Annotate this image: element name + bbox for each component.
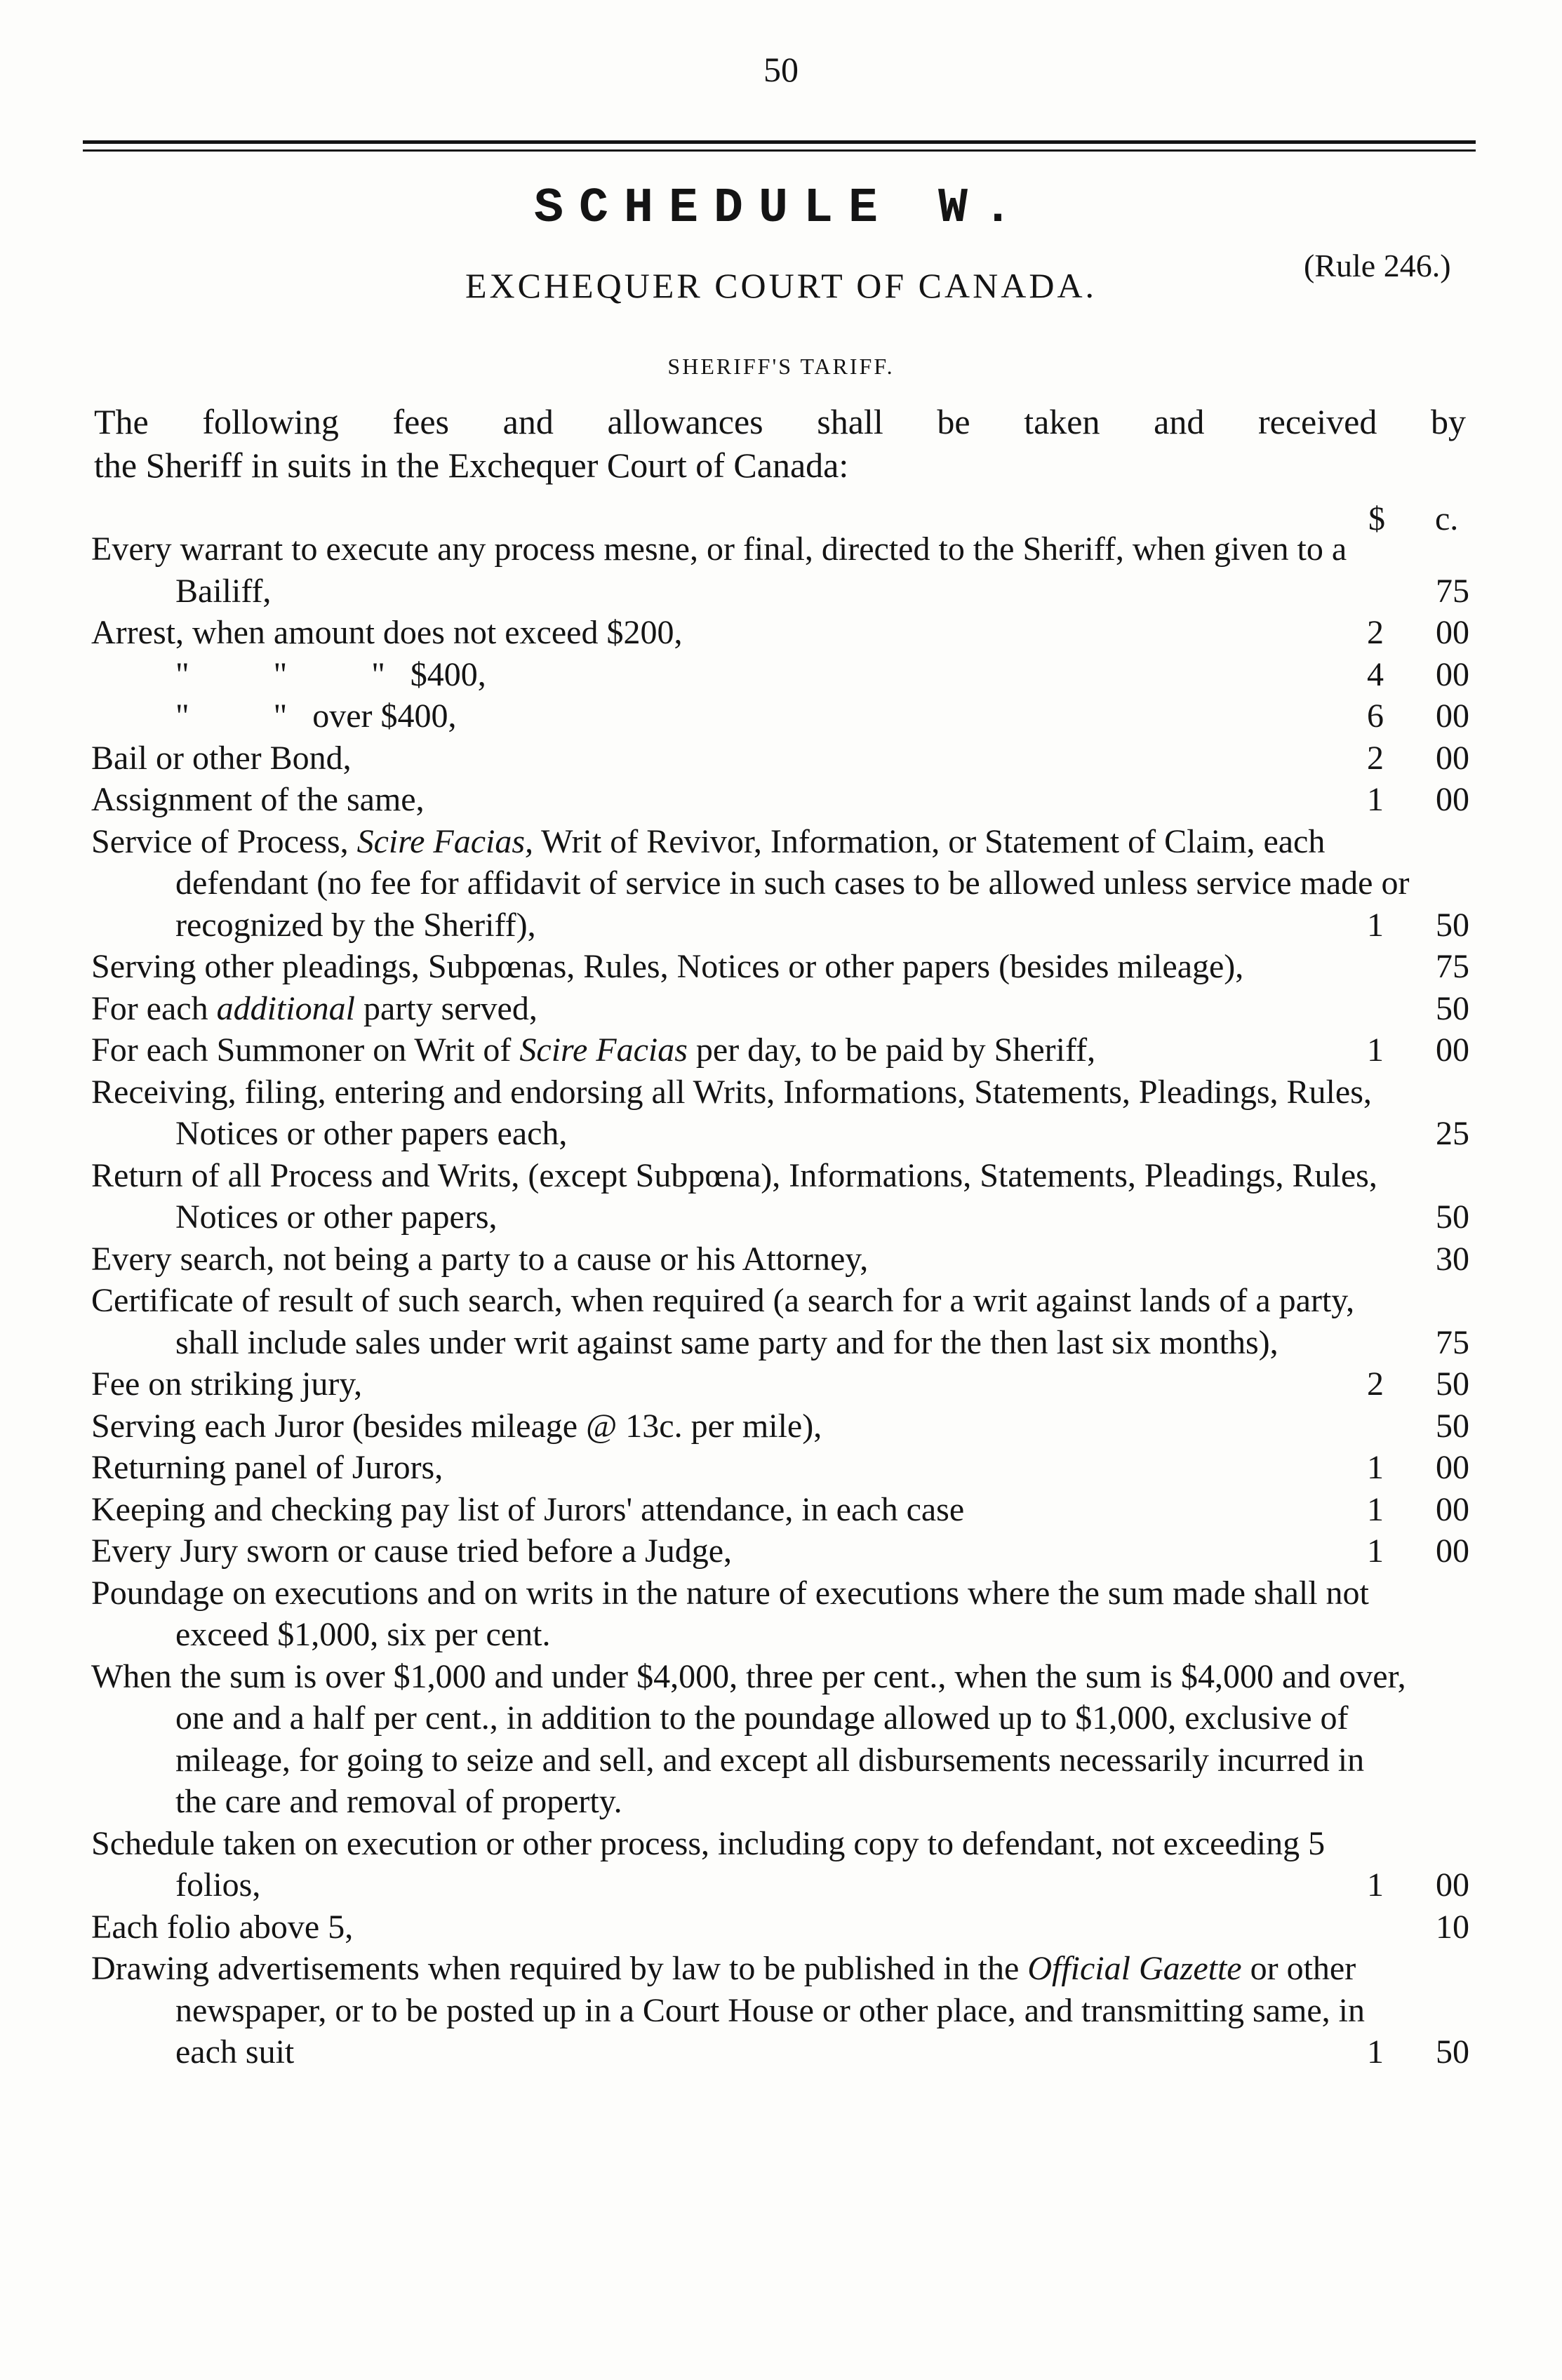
schedule-title: SCHEDULE W. (533, 181, 1029, 236)
entry-cents: 75 (1436, 948, 1469, 985)
entry-text: Schedule taken on execution or other process, including copy to defendant, not exceeding 5 folios, (91, 1824, 1326, 1904)
entry-dollars: 1 (1367, 1449, 1384, 1486)
entry-cents: 50 (1436, 1198, 1469, 1236)
entry-italic: Official Gazette (1027, 1950, 1242, 1987)
entry-text: Serving other pleadings, Subpœnas, Rules, Notices or other papers (besides mileage), (91, 948, 1244, 985)
fee-entry (0, 1823, 1562, 1906)
tariff-heading: SHERIFF'S TARIFF. (667, 354, 895, 379)
entry-cents: 75 (1436, 572, 1469, 610)
entry-text: Each folio above 5, (91, 1908, 354, 1946)
dollars-column-header: $ (1368, 500, 1385, 537)
entry-text: Keeping and checking pay list of Jurors' attendance, in each case (91, 1490, 965, 1528)
entry-dollars: 6 (1367, 697, 1384, 735)
fee-entry (0, 528, 1562, 612)
entry-text: Drawing advertisements when required by law to be published in the (91, 1950, 1028, 1987)
entry-cents: 00 (1436, 739, 1469, 777)
entry-text: Receiving, filing, entering and endorsing all Writs, Informations, Statements, Pleadings, Rules, Notices or other papers each, (91, 1073, 1372, 1152)
entry-text: " " over $400, (175, 697, 457, 735)
entry-italic: Scire Facias (519, 1031, 688, 1069)
fee-entry (0, 1948, 1562, 2073)
entry-text: Bail or other Bond, (91, 739, 352, 777)
fee-entry (0, 1489, 1562, 1531)
entry-cents: 00 (1436, 1031, 1469, 1069)
entry-dollars: 1 (1367, 2033, 1384, 2071)
fee-entry (0, 1447, 1562, 1489)
entry-dollars: 1 (1367, 906, 1384, 944)
entry-cents: 30 (1436, 1240, 1469, 1278)
page-number: 50 (763, 50, 799, 89)
entry-cents: 50 (1436, 1407, 1469, 1445)
entry-text: Service of Process, (91, 822, 357, 860)
fee-entry (0, 1906, 1562, 1948)
entry-text: For each (91, 989, 217, 1027)
entry-cents: 75 (1436, 1323, 1469, 1361)
fee-entry (0, 1572, 1562, 1656)
entry-dollars: 1 (1367, 1866, 1384, 1904)
entry-cents: 00 (1436, 655, 1469, 693)
entry-cents: 50 (1436, 989, 1469, 1027)
entry-italic: additional (216, 989, 355, 1027)
entry-text-cont: Writ of Revivor, Information, or Statement of Claim, each defendant (no fee for affidavit of service in such cases to be allowed unless service made or recognized by the Sheriff), (175, 822, 1410, 944)
entry-text: Serving each Juror (besides mileage @ 13c. per mile), (91, 1407, 822, 1445)
entry-text: Every Jury sworn or cause tried before a Judge, (91, 1532, 733, 1570)
entry-cents: 00 (1436, 1532, 1469, 1570)
court-subtitle: EXCHEQUER COURT OF CANADA. (465, 266, 1097, 305)
entry-dollars: 1 (1367, 1031, 1384, 1069)
entry-text-cont: per day, to be paid by Sheriff, (687, 1031, 1096, 1069)
fee-entry (0, 779, 1562, 821)
entry-text: Returning panel of Jurors, (91, 1449, 443, 1486)
entry-text: Every search, not being a party to a cause or his Attorney, (91, 1240, 869, 1278)
fee-entry (0, 1155, 1562, 1238)
entry-text: Fee on striking jury, (91, 1365, 363, 1403)
entry-cents: 00 (1436, 1449, 1469, 1486)
fee-entry (0, 612, 1562, 654)
entry-cents: 00 (1436, 614, 1469, 651)
entry-dollars: 1 (1367, 1532, 1384, 1570)
intro-line-2: the Sheriff in suits in the Exchequer Court of Canada: (94, 446, 849, 485)
cents-column-header: c. (1435, 500, 1459, 537)
entry-cents: 50 (1436, 906, 1469, 944)
fee-entry (0, 1405, 1562, 1448)
fee-entry (0, 988, 1562, 1030)
entry-dollars: 1 (1367, 781, 1384, 818)
entry-cents: 50 (1436, 2033, 1469, 2071)
fee-entry (0, 1656, 1562, 1823)
entry-text: Return of all Process and Writs, (except Subpœna), Informations, Statements, Pleadings, Rules, Notices or other papers, (91, 1156, 1377, 1236)
entry-italic: Scire Facias, (356, 822, 534, 860)
rule-reference: (Rule 246.) (1304, 248, 1451, 283)
fee-entry (0, 737, 1562, 780)
fee-entry (0, 1530, 1562, 1572)
entry-text-cont: or other newspaper, or to be posted up in a Court House or other place, and transmitting same, in each suit (175, 1950, 1365, 2071)
entry-dollars: 4 (1367, 655, 1384, 693)
fee-entry (0, 1071, 1562, 1155)
entry-text: For each Summoner on Writ of (91, 1031, 520, 1069)
entry-text: " " " $400, (175, 655, 486, 693)
fee-entry (0, 1363, 1562, 1405)
fee-entry (0, 946, 1562, 988)
fee-entry (0, 1238, 1562, 1281)
entry-text: Arrest, when amount does not exceed $200, (91, 614, 683, 651)
entry-text: Poundage on executions and on writs in the nature of executions where the sum made shall not exceed $1,000, six per cent. (91, 1574, 1369, 1653)
entry-dollars: 2 (1367, 739, 1384, 777)
fee-entry (0, 654, 1562, 696)
entry-text-cont: party served, (354, 989, 538, 1027)
intro-line-1: The following fees and allowances shall be taken and received by (94, 402, 1466, 441)
fee-entry (0, 695, 1562, 737)
entry-cents: 50 (1436, 1365, 1469, 1403)
fee-schedule-list (0, 528, 1562, 2073)
entry-cents: 00 (1436, 781, 1469, 818)
entry-text: Certificate of result of such search, when required (a search for a writ against lands of a party, shall include sales under writ against same party and for the then last six months), (91, 1282, 1355, 1361)
entry-text: When the sum is over $1,000 and under $4,000, three per cent., when the sum is $4,000 and over, one and a half per cent., in addition to the poundage allowed up to $1,000, exclusive of mileage, for going to seize and sell, and except all disbursements necessarily incurred in the care and removal of property. (91, 1657, 1406, 1820)
entry-dollars: 2 (1367, 614, 1384, 651)
entry-cents: 00 (1436, 1490, 1469, 1528)
entry-text: Every warrant to execute any process mesne, or final, directed to the Sheriff, when given to a Bailiff, (91, 530, 1347, 610)
entry-cents: 10 (1436, 1908, 1469, 1946)
fee-entry (0, 1280, 1562, 1363)
entry-dollars: 2 (1367, 1365, 1384, 1403)
fee-entry (0, 1029, 1562, 1071)
entry-dollars: 1 (1367, 1490, 1384, 1528)
entry-cents: 00 (1436, 1866, 1469, 1904)
entry-cents: 25 (1436, 1115, 1469, 1152)
fee-entry (0, 821, 1562, 947)
entry-text: Assignment of the same, (91, 781, 425, 818)
header-rule-thin (83, 149, 1476, 152)
entry-cents: 00 (1436, 697, 1469, 735)
header-rule-thick (83, 140, 1476, 144)
